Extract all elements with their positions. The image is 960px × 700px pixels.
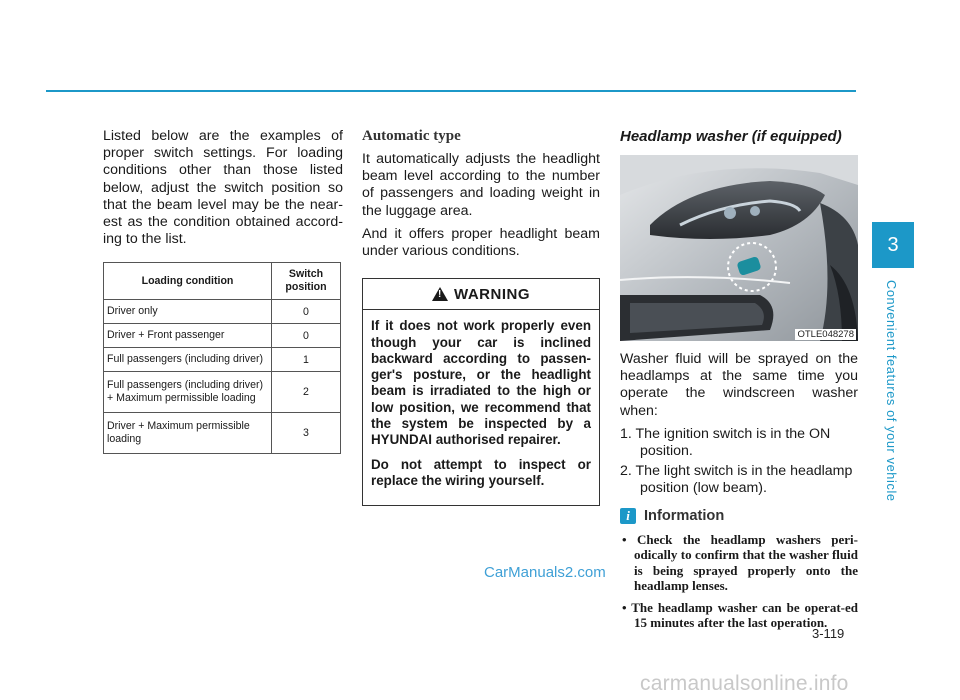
warning-title: WARNING (454, 285, 530, 303)
chapter-title: Convenient features of your vehicle (884, 280, 899, 502)
information-list (620, 532, 858, 631)
intro-paragraph: Listed below are the examples of proper switch settings. For loading conditions other than those listed below, adjust the switch position so that the beam level may be the near-est as the condition obtained accord-ing to the list. (103, 128, 343, 248)
warning-triangle-icon: ! (432, 287, 448, 301)
page-number: 3-119 (812, 626, 845, 641)
warning-box (362, 278, 600, 506)
list-item: 2. The light switch is in the headlamp position (low beam). (620, 463, 853, 497)
table-cell-condition: Full passengers (including driver) + Maximum permissible loading (104, 372, 272, 413)
table-cell-condition: Driver + Maximum permissible loading (104, 413, 272, 454)
watermark-carmanualsonline[interactable]: carmanualsonline.info (640, 672, 849, 695)
information-header (620, 508, 858, 524)
table-header-condition: Loading condition (104, 263, 272, 300)
table-row (104, 300, 341, 324)
warning-para-2: Do not attempt to inspect or replace the wiring yourself. (371, 456, 591, 488)
information-title: Information (644, 507, 725, 524)
automatic-type-heading: Automatic type (362, 128, 461, 144)
table-cell-position: 0 (272, 324, 341, 348)
automatic-para-2: And it offers proper headlight beam under various conditions. (362, 225, 600, 260)
photo-code: OTLE048278 (797, 329, 854, 340)
table-cell-condition: Full passengers (including driver) (104, 348, 272, 372)
table-cell-position: 0 (272, 300, 341, 324)
table-header-position: Switch position (272, 263, 341, 300)
header-rule (46, 90, 856, 92)
table-row (104, 372, 341, 413)
list-item: • Check the headlamp washers peri-odically to confirm that the washer fluid is being sprayed properly onto the headlamp lenses. (622, 531, 858, 594)
warning-body (363, 310, 599, 505)
warning-header (363, 279, 599, 310)
headlamp-washer-heading: Headlamp washer (if equipped) (620, 128, 842, 145)
column-right (620, 128, 858, 637)
column-left (103, 128, 343, 454)
info-icon: i (620, 508, 636, 524)
table-header-row (104, 263, 341, 300)
list-item: 1. The ignition switch is in the ON position. (620, 425, 831, 460)
headlamp-illustration (620, 155, 858, 341)
washer-steps-list (620, 426, 858, 498)
table-cell-condition: Driver + Front passenger (104, 324, 272, 348)
warning-para-1: If it does not work properly even though your car is inclined backward according to passen-ger's posture, or the headlight beam is irradiated to the high or low position, we recommend that the system be inspected by a HYUNDAI authorised repairer. (371, 318, 591, 448)
list-item: • The headlamp washer can be operat-ed 15 minutes after the last operation. (622, 599, 858, 631)
headlamp-photo (620, 155, 858, 341)
table-cell-position: 1 (272, 348, 341, 372)
table-row (104, 324, 341, 348)
table-cell-position: 3 (272, 413, 341, 454)
table-cell-condition: Driver only (104, 300, 272, 324)
watermark-carmanuals2[interactable]: CarManuals2.com (484, 564, 606, 581)
chapter-tab: 3 (872, 222, 914, 268)
table-row (104, 413, 341, 454)
loading-condition-table (103, 262, 341, 454)
column-middle (362, 128, 600, 506)
table-cell-position: 2 (272, 372, 341, 413)
table-row (104, 348, 341, 372)
washer-para-1: Washer fluid will be sprayed on the headlamps at the same time you operate the windscreen washer when: (620, 351, 858, 419)
automatic-para-1: It automatically adjusts the headlight beam level according to the number of passengers and loading weight in the luggage area. (362, 151, 600, 219)
chapter-side-title (880, 280, 900, 520)
